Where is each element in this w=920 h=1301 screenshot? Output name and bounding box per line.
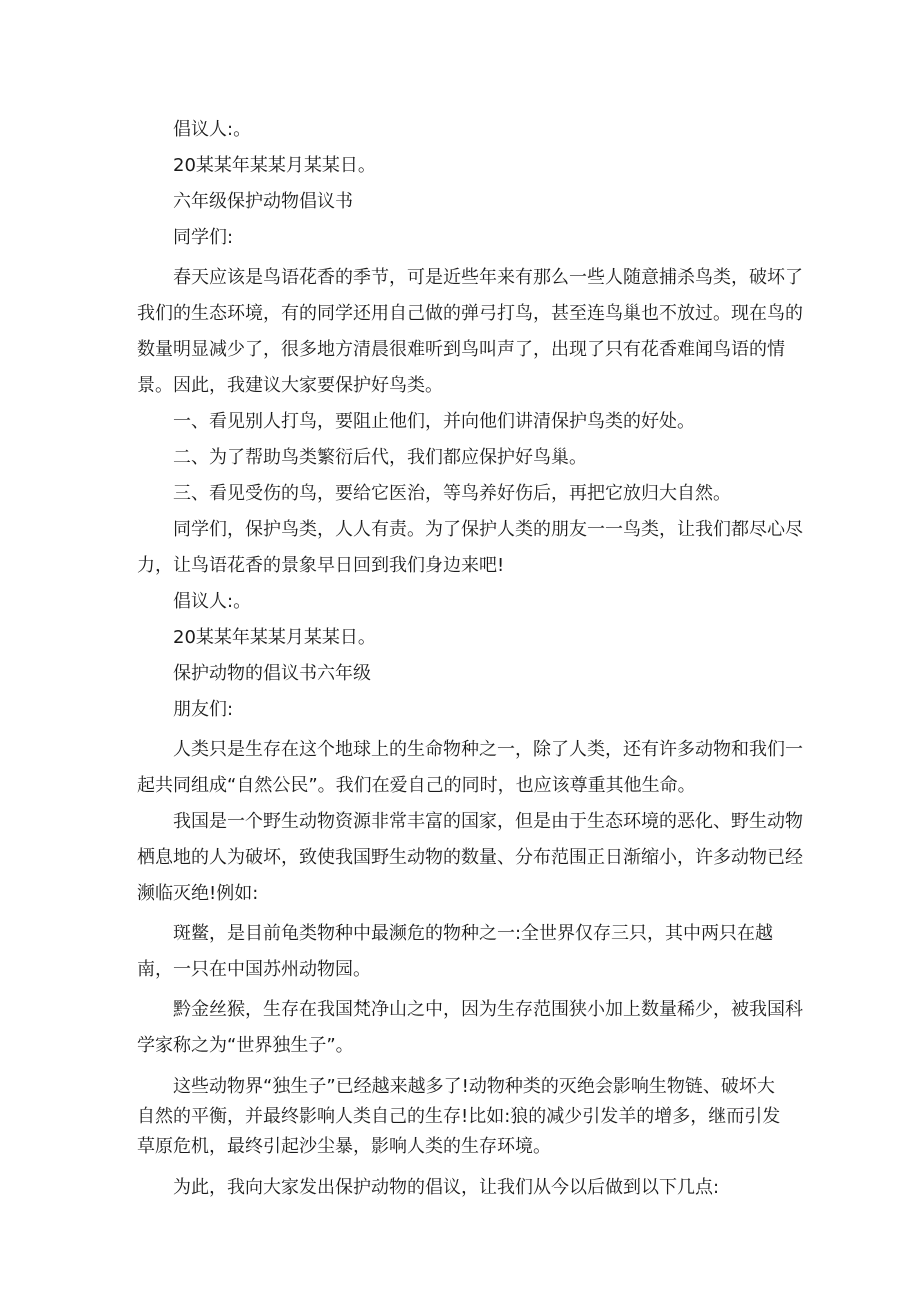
letter-greeting: 朋友们:: [173, 699, 234, 720]
paragraph: [137, 512, 803, 584]
paragraph: [137, 732, 803, 804]
paragraph: [137, 992, 803, 1064]
list-item: 三、看见受伤的鸟，要给它医治，等鸟养好伤后，再把它放归大自然。: [173, 483, 731, 504]
letter-greeting: 同学们:: [173, 227, 234, 248]
letter-title: 六年级保护动物倡议书: [173, 191, 353, 212]
paragraph-line: 栖息地的人为破坏，致使我国野生动物的数量、分布范围正日渐缩小，许多动物已经: [137, 847, 803, 868]
date-line: 20某某年某某月某某日。: [173, 627, 376, 648]
paragraph: [137, 260, 803, 404]
paragraph-line: 起共同组成“自然公民”。我们在爱自己的同时，也应该尊重其他生命。: [137, 775, 696, 796]
date-line: 20某某年某某月某某日。: [173, 155, 376, 176]
list-item: 一、看见别人打鸟，要阻止他们，并向他们讲清保护鸟类的好处。: [173, 411, 695, 432]
paragraph-line: 数量明显减少了，很多地方清晨很难听到鸟叫声了，出现了只有花香难闻鸟语的情: [137, 339, 785, 360]
paragraph-line: 我们的生态环境，有的同学还用自己做的弹弓打鸟，甚至连鸟巢也不放过。现在鸟的: [137, 303, 803, 324]
paragraph-line: 濒临灭绝!例如:: [137, 883, 259, 904]
paragraph-line: 草原危机，最终引起沙尘暴，影响人类的生存环境。: [137, 1136, 551, 1157]
paragraph-line: 人类只是生存在这个地球上的生命物种之一，除了人类，还有许多动物和我们一: [173, 739, 803, 760]
paragraph-line: 同学们，保护鸟类，人人有责。为了保护人类的朋友一一鸟类，让我们都尽心尽: [173, 519, 803, 540]
paragraph-line: 黔金丝猴，生存在我国梵净山之中，因为生存范围狭小加上数量稀少，被我国科: [173, 999, 803, 1020]
list-item: 二、为了帮助鸟类繁衍后代，我们都应保护好鸟巢。: [173, 447, 587, 468]
document-body: [137, 112, 803, 1206]
paragraph-line: 力，让鸟语花香的景象早日回到我们身边来吧!: [137, 555, 505, 576]
paragraph-line: 景。因此，我建议大家要保护好鸟类。: [137, 375, 443, 396]
paragraph-line: 这些动物界“独生子”已经越来越多了!动物种类的灭绝会影响生物链、破坏大: [173, 1076, 775, 1097]
proposer-line: 倡议人:。: [173, 591, 252, 612]
letter-title: 保护动物的倡议书六年级: [173, 663, 371, 684]
paragraph-line: 为此，我向大家发出保护动物的倡议，让我们从今以后做到以下几点:: [173, 1177, 720, 1198]
paragraph-line: 学家称之为“世界独生子”。: [137, 1035, 354, 1056]
paragraph: [137, 1072, 781, 1162]
paragraph-line: 南，一只在中国苏州动物园。: [137, 959, 371, 980]
proposer-line: 倡议人:。: [173, 119, 252, 140]
paragraph: [137, 804, 803, 912]
paragraph-line: 自然的平衡，并最终影响人类自己的生存!比如:狼的减少引发羊的增多，继而引发: [137, 1106, 781, 1127]
paragraph: [137, 916, 777, 988]
paragraph-line: 我国是一个野生动物资源非常丰富的国家，但是由于生态环境的恶化、野生动物: [173, 811, 803, 832]
paragraph-line: 春天应该是鸟语花香的季节，可是近些年来有那么一些人随意捕杀鸟类，破坏了: [173, 267, 803, 288]
paragraph-line: 斑鳖，是目前龟类物种中最濒危的物种之一:全世界仅存三只，其中两只在越: [173, 923, 774, 944]
